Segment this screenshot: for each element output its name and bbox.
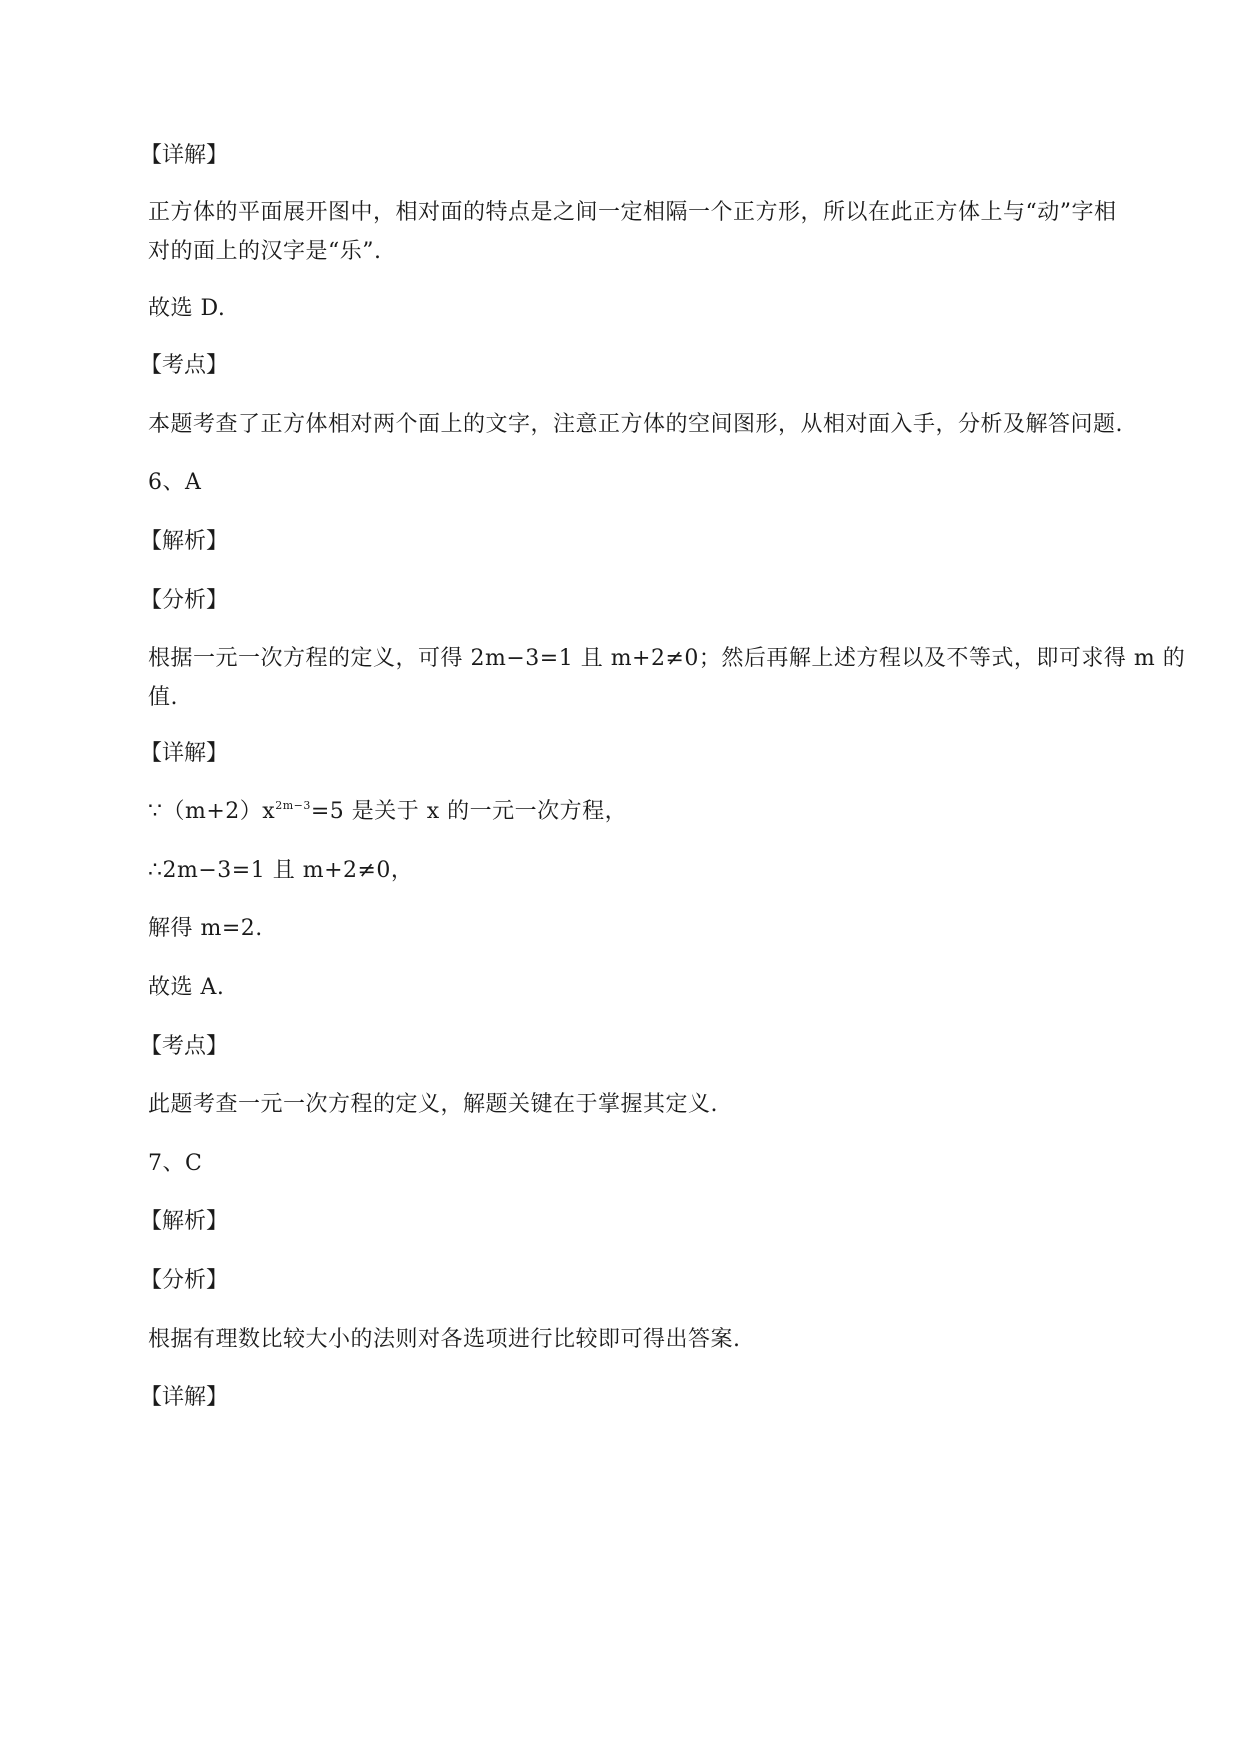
- math-text: =5 是关于 x 的一元一次方程，: [310, 799, 628, 824]
- section-heading-analysis: 【解析】: [140, 529, 229, 554]
- math-text: ∵（m+2）x: [148, 799, 276, 824]
- section-heading-detail: 【详解】: [140, 1385, 229, 1410]
- question-number: 6、A: [148, 470, 202, 495]
- section-heading-breakdown: 【分析】: [140, 1268, 229, 1293]
- section-heading-detail: 【详解】: [140, 143, 229, 168]
- section-heading-breakdown: 【分析】: [140, 588, 229, 613]
- exponent: 2m−3: [275, 799, 311, 812]
- paragraph-line: 对的面上的汉字是“乐”.: [148, 239, 382, 264]
- section-heading-analysis: 【解析】: [140, 1209, 229, 1234]
- paragraph-line: 根据一元一次方程的定义，可得 2m−3=1 且 m+2≠0；然后再解上述方程以及不等式，即可求得 m 的: [148, 646, 1186, 671]
- section-heading-keypoint: 【考点】: [140, 353, 229, 378]
- paragraph-line: 本题考查了正方体相对两个面上的文字，注意正方体的空间图形，从相对面入手，分析及解答问题.: [148, 412, 1123, 437]
- answer-line: 故选 D.: [148, 296, 226, 321]
- answer-line: 故选 A.: [148, 975, 225, 1000]
- question-number: 7、C: [148, 1151, 203, 1176]
- section-heading-detail: 【详解】: [140, 741, 229, 766]
- paragraph-line: 根据有理数比较大小的法则对各选项进行比较即可得出答案.: [148, 1327, 741, 1352]
- section-heading-keypoint: 【考点】: [140, 1034, 229, 1059]
- math-line: ∴2m−3=1 且 m+2≠0，: [148, 858, 414, 883]
- paragraph-line: 正方体的平面展开图中，相对面的特点是之间一定相隔一个正方形，所以在此正方体上与“动”字相: [148, 200, 1117, 225]
- math-line: [148, 797, 627, 827]
- math-line: 解得 m=2.: [148, 916, 263, 941]
- paragraph-line: 此题考查一元一次方程的定义，解题关键在于掌握其定义.: [148, 1092, 718, 1117]
- paragraph-line: 值.: [148, 685, 178, 710]
